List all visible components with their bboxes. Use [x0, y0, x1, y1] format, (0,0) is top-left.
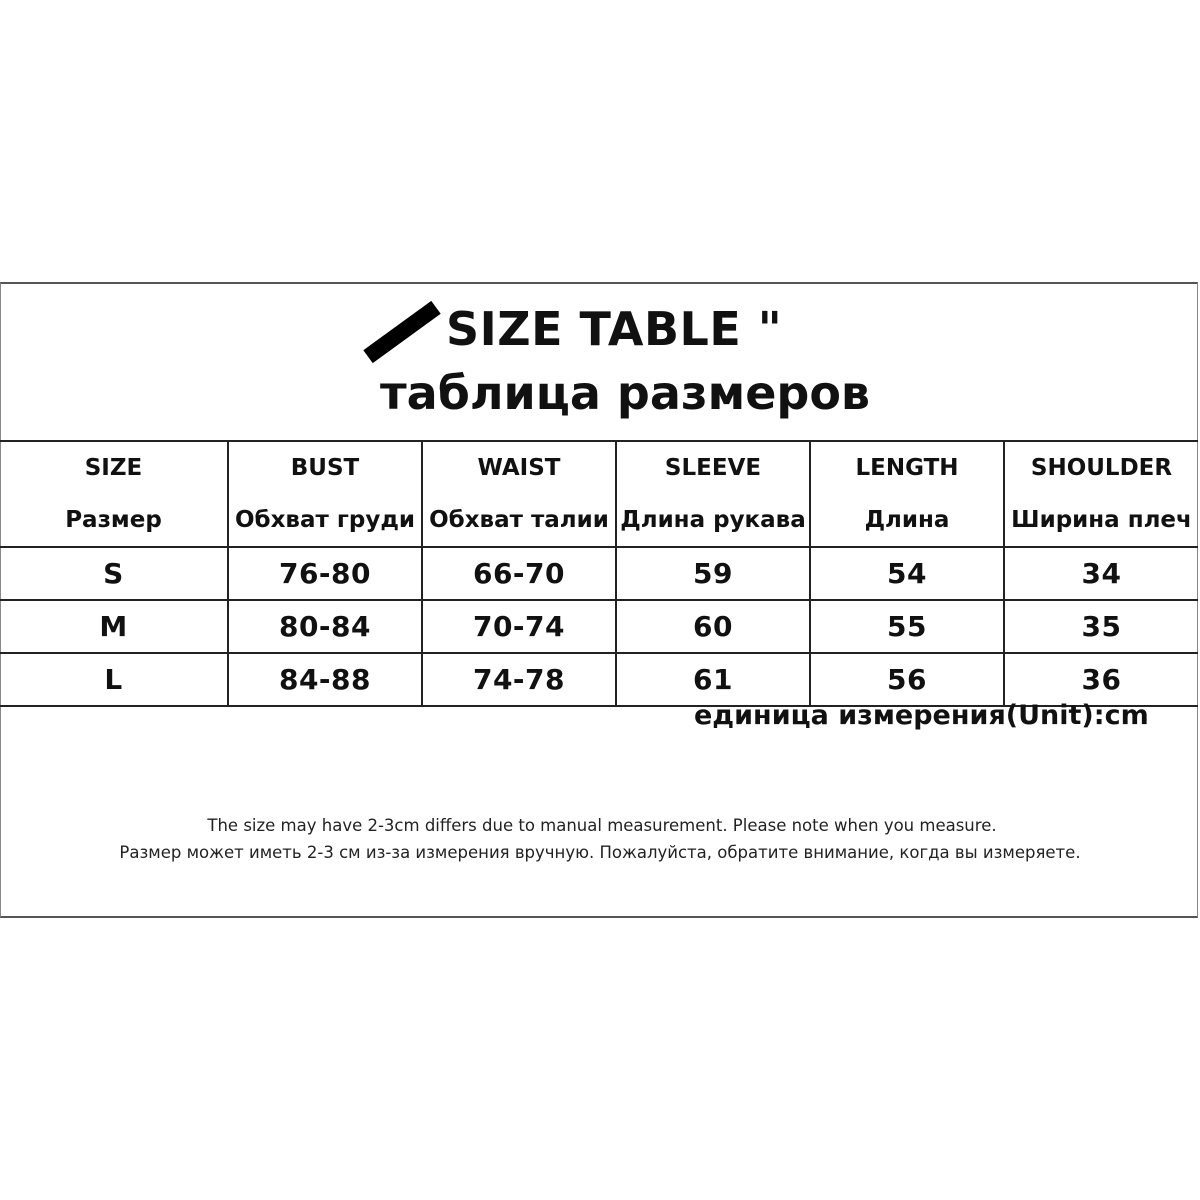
table-row: [0, 600, 1198, 653]
size-cell: L: [0, 653, 228, 706]
column-header-en: SIZE: [84, 455, 143, 481]
page-title: SIZE TABLE ": [446, 302, 783, 356]
shoulder-cell: 35: [1004, 600, 1198, 653]
measurement-note-en: The size may have 2-3cm differs due to manual measurement. Please note when you measure.: [207, 816, 997, 835]
column-header-shoulder: [1004, 441, 1198, 547]
column-header-en: LENGTH: [855, 455, 959, 481]
column-header-bust: [228, 441, 422, 547]
table-header-row: [0, 441, 1198, 547]
column-header-ru: Длина: [864, 507, 950, 533]
shoulder-cell: 36: [1004, 653, 1198, 706]
waist-cell: 74-78: [422, 653, 616, 706]
column-header-en: BUST: [290, 455, 360, 481]
column-header-ru: Размер: [65, 507, 162, 533]
length-cell: 55: [810, 600, 1004, 653]
unit-note: единица измерения(Unit):cm: [694, 700, 1149, 731]
length-cell: 54: [810, 547, 1004, 600]
bust-cell: 80-84: [228, 600, 422, 653]
measurement-note-ru: Размер может иметь 2-3 см из-за измерения вручную. Пожалуйста, обратите внимание, когда вы измеряете.: [119, 843, 1081, 862]
size-table: [0, 440, 1198, 707]
column-header-waist: [422, 441, 616, 547]
column-header-ru: Ширина плеч: [1011, 507, 1192, 533]
bust-cell: 76-80: [228, 547, 422, 600]
sleeve-cell: 59: [616, 547, 810, 600]
column-header-ru: Длина рукава: [620, 507, 806, 533]
column-header-ru: Обхват талии: [429, 507, 609, 533]
column-header-sleeve: [616, 441, 810, 547]
table-row: [0, 653, 1198, 706]
sleeve-cell: 60: [616, 600, 810, 653]
column-header-en: WAIST: [477, 455, 561, 481]
column-header-ru: Обхват груди: [234, 507, 416, 533]
size-cell: M: [0, 600, 228, 653]
column-header-length: [810, 441, 1004, 547]
page-subtitle: таблица размеров: [380, 366, 871, 420]
column-header-size: [0, 441, 228, 547]
waist-cell: 66-70: [422, 547, 616, 600]
column-header-en: SHOULDER: [1030, 455, 1173, 481]
bust-cell: 84-88: [228, 653, 422, 706]
column-header-en: SLEEVE: [664, 455, 762, 481]
waist-cell: 70-74: [422, 600, 616, 653]
sleeve-cell: 61: [616, 653, 810, 706]
table-row: [0, 547, 1198, 600]
shoulder-cell: 34: [1004, 547, 1198, 600]
length-cell: 56: [810, 653, 1004, 706]
size-cell: S: [0, 547, 228, 600]
